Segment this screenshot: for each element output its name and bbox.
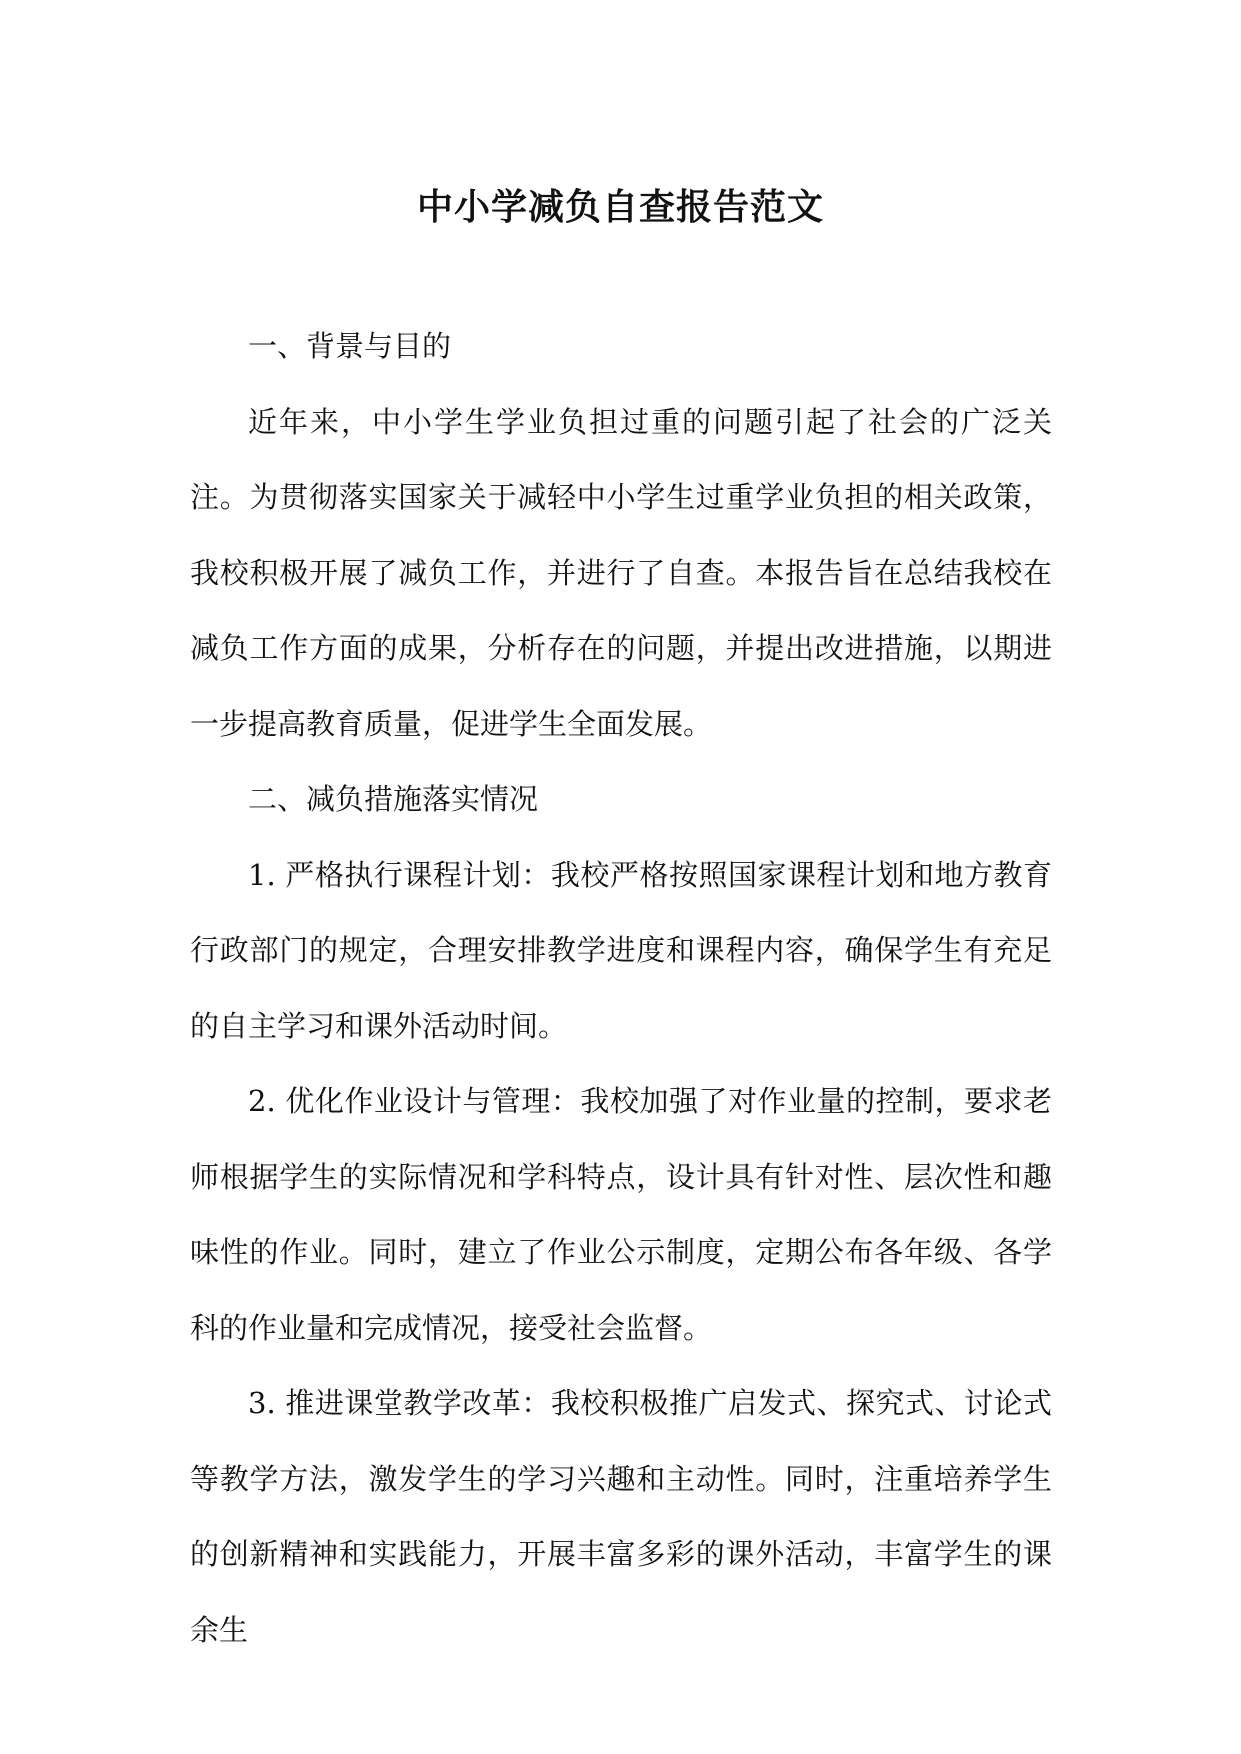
document-title: 中小学减负自查报告范文 (416, 186, 824, 228)
paragraph-background: 近年来，中小学生学业负担过重的问题引起了社会的广泛关注。为贯彻落实国家关于减轻中小学生过重学业负担的相关政策，我校积极开展了减负工作，并进行了自查。本报告旨在总结我校在减负工作方面的成果，分析存在的问题，并提出改进措施，以期进一步提高教育质量，促进学生全面发展。 (190, 404, 1052, 741)
paragraph-measure-2: 2. 优化作业设计与管理：我校加强了对作业量的控制，要求老师根据学生的实际情况和学科特点，设计具有针对性、层次性和趣味性的作业。同时，建立了作业公示制度，定期公布各年级、各学科的作业量和完成情况，接受社会监督。 (190, 1084, 1052, 1345)
paragraph-measure-3: 3. 推进课堂教学改革：我校积极推广启发式、探究式、讨论式等教学方法，激发学生的学习兴趣和主动性。同时，注重培养学生的创新精神和实践能力，开展丰富多彩的课外活动，丰富学生的课余生 (190, 1386, 1052, 1647)
paragraph-measure-1: 1. 严格执行课程计划：我校严格按照国家课程计划和地方教育行政部门的规定，合理安排教学进度和课程内容，确保学生有充足的自主学习和课外活动时间。 (190, 857, 1052, 1043)
section-heading-background: 一、背景与目的 (248, 329, 452, 363)
document-body (190, 309, 1052, 1668)
section-heading-measures: 二、减负措施落实情况 (248, 782, 539, 816)
